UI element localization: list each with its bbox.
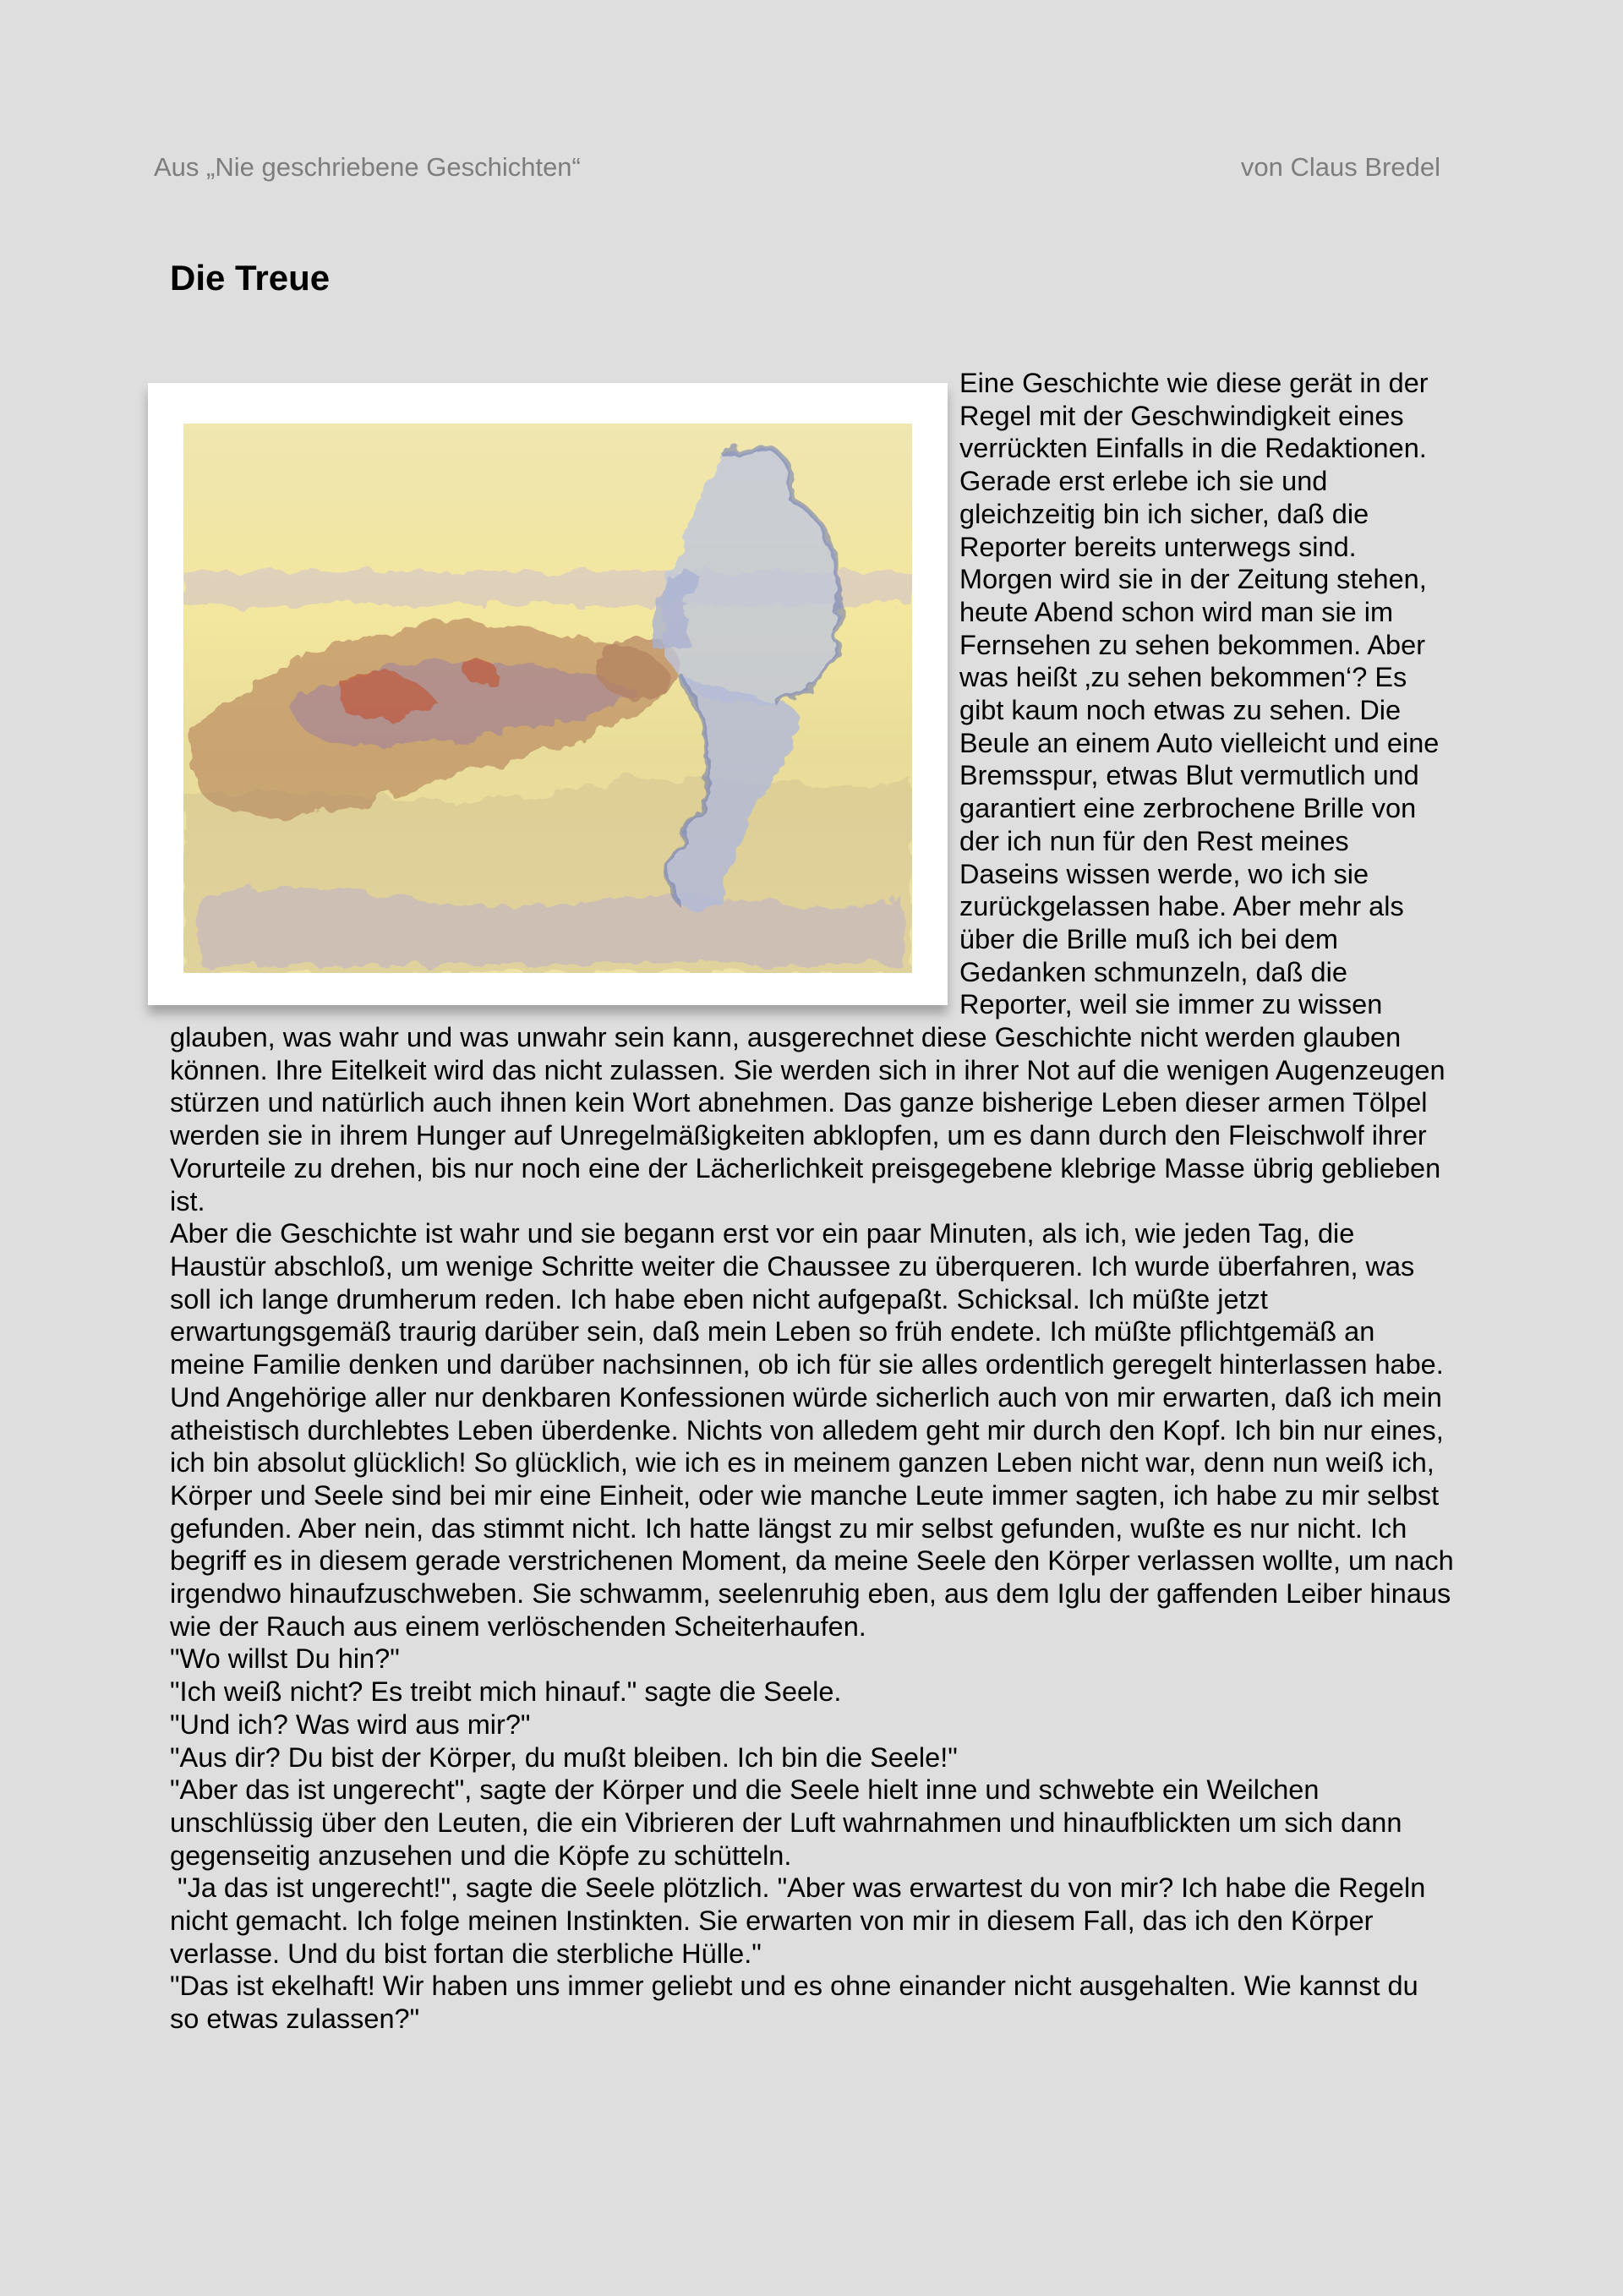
dialogue-line: "Wo willst Du hin?" xyxy=(170,1643,400,1675)
dialogue-line: "Das ist ekelhaft! Wir haben uns immer geliebt und es ohne einander nicht ausgehalten. Wie kannst du so etwas zulassen?" xyxy=(170,1971,1418,2035)
illustration-frame xyxy=(148,383,948,1005)
dialogue-line: "Aus dir? Du bist der Körper, du mußt bleiben. Ich bin die Seele!" xyxy=(170,1741,958,1773)
dialogue-line: "Ich weiß nicht? Es treibt mich hinauf." sagte die Seele. xyxy=(170,1676,842,1708)
dialogue-line: "Und ich? Was wird aus mir?" xyxy=(170,1708,531,1740)
watercolor-illustration xyxy=(183,424,912,973)
paragraph: Eine Geschichte wie diese gerät in der Regel mit der Geschwindigkeit eines verrückten Einfalls in die Redaktionen. Gerade erst erlebe ich sie und gleichzeitig bin ich sicher, daß die Reporter bereits unterwegs sind. Morgen wird sie in der Zeitung stehen, heute Abend schon wird man sie im Fernsehen zu sehen bekommen. Aber was heißt ‚zu sehen bekommen‘? Es gibt kaum noch etwas zu sehen. Die Beule an einem Auto vielleicht und eine Bremsspur, etwas Blut vermutlich und garantiert eine zerbrochene Brille von der ich nun für den Rest meines Daseins wissen werde, wo ich sie zurückgelassen habe. Aber mehr als über die Brille muß ich bei dem Gedanken schmunzeln, daß die Reporter, weil sie immer zu wissen glauben, was wahr und was unwahr sein kann, ausgerechnet diese Geschichte nicht werden glauben können. Ihre Eitelkeit wird das nicht zulassen. Sie werden sich in ihrer Not auf die wenigen Augenzeugen stürzen und natürlich auch ihnen kein Wort abnehmen. Das ganze bisherige Leben dieser armen Tölpel werden sie in ihrem Hunger auf Unregelmäßigkeiten abklopfen, um es dann durch den Fleischwolf ihrer Vorurteile zu drehen, bis nur noch eine der Lächerlichkeit preisgegebene klebrige Masse übrig geblieben ist. xyxy=(170,368,1445,1216)
paragraph: Aber die Geschichte ist wahr und sie begann erst vor ein paar Minuten, als ich, wie jeden Tag, die Haustür abschloß, um wenige Schritte weiter die Chaussee zu überqueren. Ich wurde überfahren, was soll ich lange drumherum reden. Ich habe eben nicht aufgepaßt. Schicksal. Ich müßte jetzt erwartungsgemäß traurig darüber sein, daß mein Leben so früh endete. Ich müßte pflichtgemäß an meine Familie denken und darüber nachsinnen, ob ich für sie alles ordentlich geregelt hinterlassen habe. Und Angehörige aller nur denkbaren Konfessionen würde sicherlich auch von mir erwarten, daß ich mein atheistisch durchlebtes Leben überdenke. Nichts von alledem geht mir durch den Kopf. Ich bin nur eines, ich bin absolut glücklich! So glücklich, wie ich es in meinem ganzen Leben nicht war, denn nun weiß ich, Körper und Seele sind bei mir eine Einheit, oder wie manche Leute immer sagten, ich habe zu mir selbst gefunden. Aber nein, das stimmt nicht. Ich hatte längst zu mir selbst gefunden, wußte es nur nicht. Ich begriff es in diesem gerade verstrichenen Moment, da meine Seele den Körper verlassen wollte, um nach irgendwo hinaufzuschweben. Sie schwamm, seelenruhig eben, aus dem Iglu der gaffenden Leiber hinaus wie der Rauch aus einem verlöschenden Scheiterhaufen. xyxy=(170,1218,1454,1642)
story-title: Die Treue xyxy=(170,258,331,298)
page-header xyxy=(154,152,1440,183)
dialogue-line: "Aber das ist ungerecht", sagte der Körper und die Seele hielt inne und schwebte ein Weilchen unschlüssig über den Leuten, die ein Vibrieren der Luft wahrnahmen und hinaufblickten um sich dann gegenseitig anzusehen und die Köpfe zu schütteln. xyxy=(170,1774,1402,1871)
source-line: Aus „Nie geschriebene Geschichten“ xyxy=(154,152,581,182)
author-line: von Claus Bredel xyxy=(1240,152,1440,182)
dialogue-line: "Ja das ist ungerecht!", sagte die Seele plötzlich. "Aber was erwartest du von mir? Ich habe die Regeln nicht gemacht. Ich folge meinen Instinkten. Sie erwarten von mir in diesem Fall, das ich den Körper verlasse. Und du bist fortan die sterbliche Hülle." xyxy=(170,1872,1434,1969)
story-body xyxy=(170,367,1455,2036)
